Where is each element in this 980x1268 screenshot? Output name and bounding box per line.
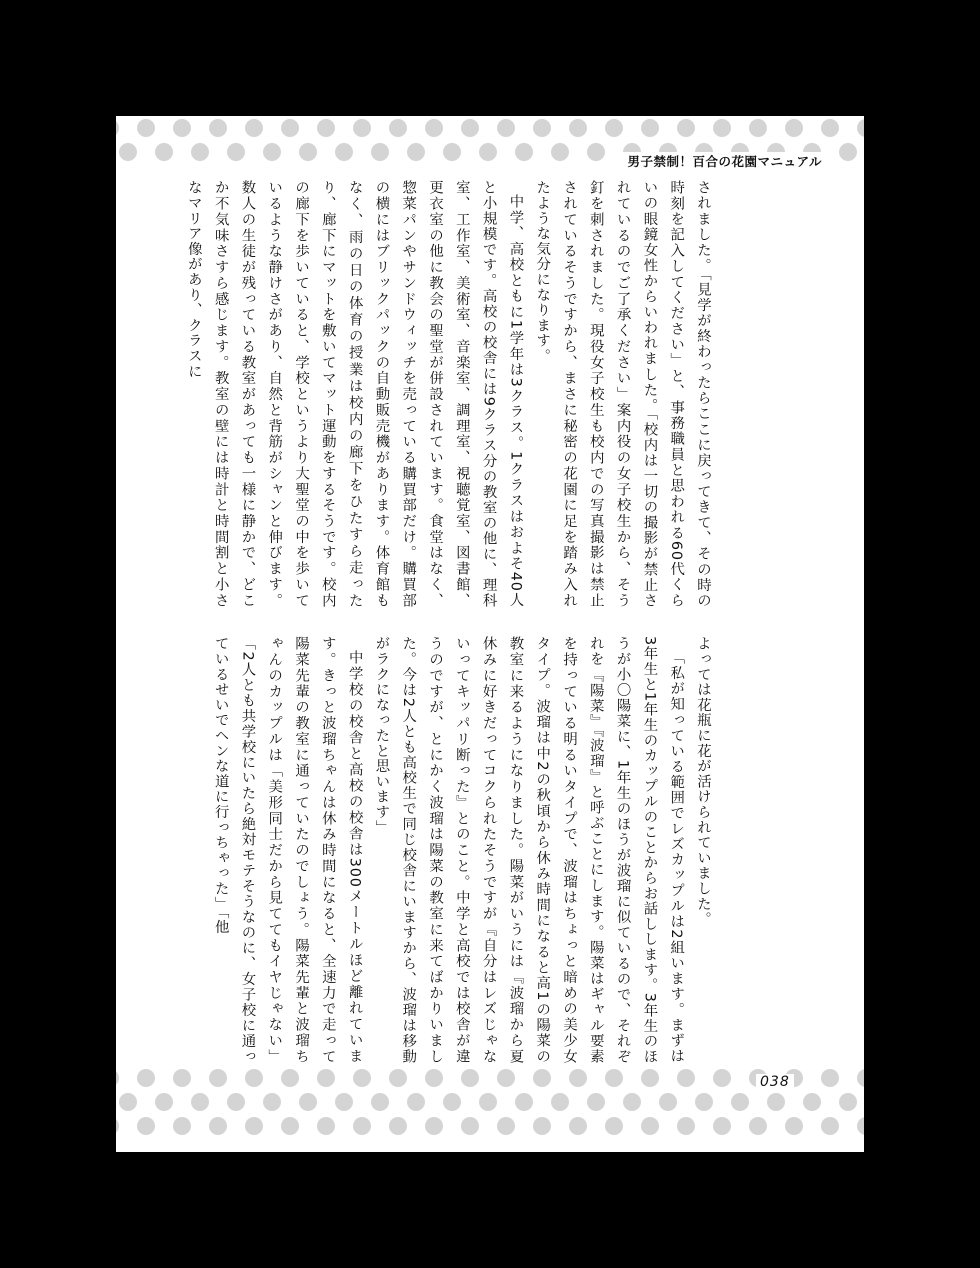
paragraph: 中学校の校舎と高校の校舎は300メートルほど離れています。きっと波瑠ちゃんは休み時間になると、全速力で走って陽菜先輩の教室に通っていたのでしょう。陽菜先輩と波瑠ちゃんのカップルは「美形同士だから見ててもイヤじゃない」「2人とも共学校にいたら絶対モテそうなのに、女子校に通っているせいでヘンな道に行っちゃった」「他	[212, 636, 363, 1064]
paragraph: 中学、高校ともに1学年は3クラス。1クラスはおよそ40人と小規模です。高校の校舎には9クラス分の教室の他に、理科室、工作室、美術室、音楽室、調理室、視聴覚室、図書館、更衣室の他に教会の聖堂が併設されています。食堂はなく、惣菜パンやサンドウィッチを売っている購買部だけ。購買部の横にはブリックパックの自動販売機があります。体育館もなく、雨の日の体育の授業は校内の廊下をひたすら走ったり、廊下にマットを敷いてマット運動をするそうです。校内の廊下を歩いていると、学校というより大聖堂の中を歩いているような静けさがあり、自然と背筋がシャンと伸びます。数人の生徒が残っている教室があっても一様に静かで、どこか不気味さすら感じます。教室の壁には時計と時間割と小さなマリア像があり、クラスに	[185, 180, 524, 608]
paragraph: よっては花瓶に花が活けられていました。	[695, 636, 711, 927]
paragraph: されました。「見学が終わったらここに戻ってきて、その時の時刻を記入してください」と、事務職員と思われる60代くらいの眼鏡女性からいわれました。「校内は一切の撮影が禁止されているのでご了承ください」案内役の女子校生から、そう釘を刺されました。現役女子校生も校内での写真撮影は禁止されているそうですから、まさに秘密の花園に足を踏み入れたような気分になります。	[534, 180, 711, 608]
bottom-dot-border	[116, 1066, 864, 1152]
page-number: 038	[756, 1074, 794, 1090]
running-head-title: 男子禁制！百合の花園マニュアル	[623, 152, 826, 170]
book-page	[116, 116, 864, 1152]
paragraph: 「私が知っている範囲でレズカップルは2組います。まずは3年生と1年生のカップルのことからお話しします。3年生のほうが小〇陽菜に、1年生のほうが波瑠に似ているので、それぞれを『陽菜』『波瑠』と呼ぶことにします。陽菜はギャル要素を持っている明るいタイプで、波瑠はちょっと暗めの美少女タイプ。波瑠は中2の秋頃から休み時間になると高1の陽菜の教室に来るようになりました。陽菜がいうには『波瑠から夏休みに好きだってコクられたそうですが『自分はレズじゃないってキッパリ断った』とのこと。中学と高校では校舎が違うのですが、とにかく波瑠は陽菜の教室に来てばかりいました。今は2人とも高校生で同じ校舎にいますから、波瑠は移動がラクになったと思います」	[373, 636, 685, 1064]
upper-text-block	[185, 180, 716, 608]
dot-pattern-bottom	[116, 1066, 864, 1152]
lower-text-block	[212, 636, 716, 1064]
